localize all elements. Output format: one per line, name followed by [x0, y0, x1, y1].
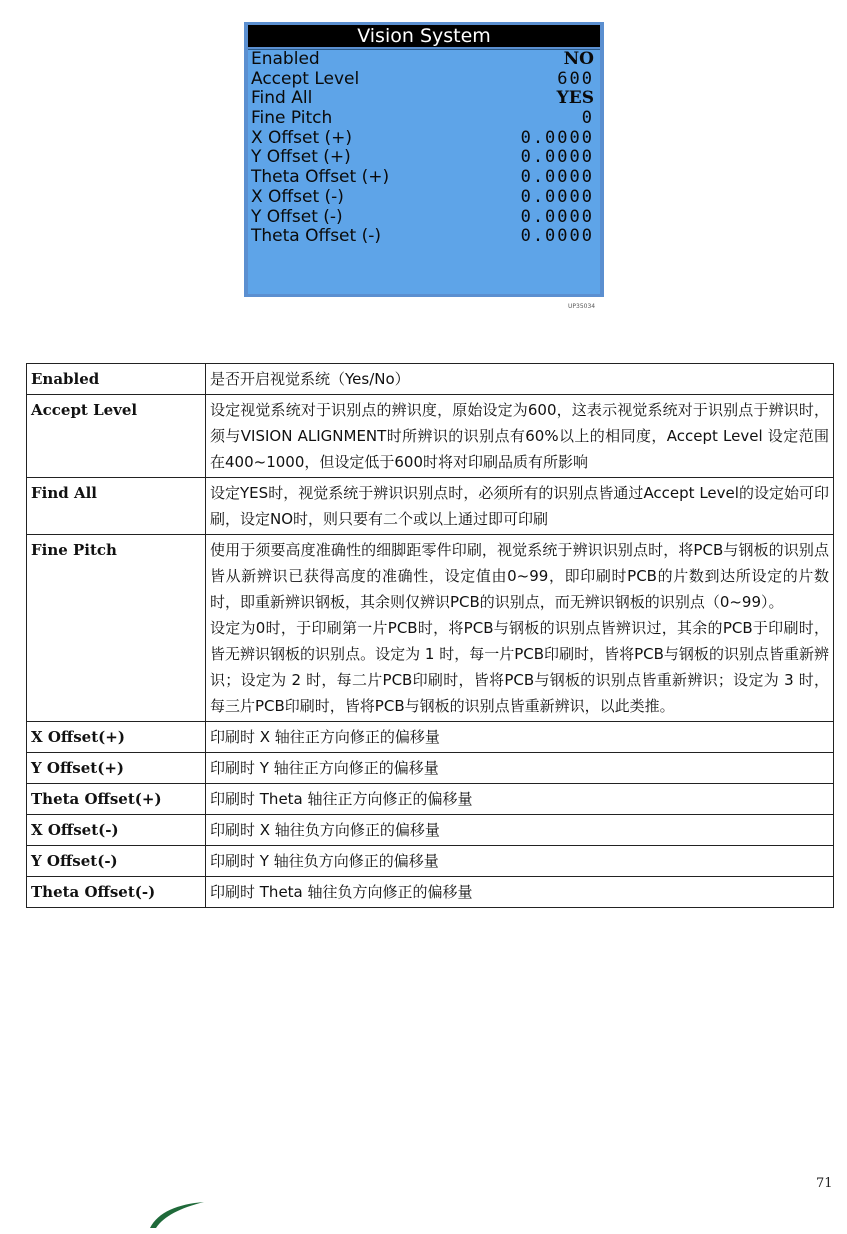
panel-row-theta-offset-minus[interactable] — [248, 227, 600, 247]
panel-row-value: 0.0000 — [520, 147, 594, 168]
param-description: 使用于须要高度准确性的细脚距零件印刷，视觉系统于辨识识别点时，将PCB与钢板的识别点皆从新辨识已获得高度的准确性，设定值由0~99，即印刷时PCB的片数到达所设定的片数时，即重新辨识钢板，其余则仅辨识PCB的识别点，而无辨识钢板的识别点（0~99）。 — [210, 541, 829, 611]
param-description: 是否开启视觉系统（Yes/No） — [206, 364, 834, 395]
table-row — [27, 722, 834, 753]
panel-row-label: Y Offset (+) — [251, 147, 351, 168]
panel-row-label: X Offset (-) — [251, 186, 344, 207]
vision-system-panel — [244, 22, 604, 297]
panel-body — [248, 49, 600, 294]
panel-title: Vision System — [248, 25, 600, 47]
param-description: 印刷时 Y 轴往负方向修正的偏移量 — [206, 846, 834, 877]
param-description-cell — [206, 535, 834, 722]
panel-row-theta-offset-plus[interactable] — [248, 168, 600, 188]
panel-row-x-offset-plus[interactable] — [248, 129, 600, 149]
panel-row-value: YES — [556, 88, 594, 109]
panel-row-value: NO — [563, 49, 594, 69]
table-row — [27, 364, 834, 395]
param-description: 设定视觉系统对于识别点的辨识度，原始设定为600，这表示视觉系统对于识别点于辨识时，须与VISION ALIGNMENT时所辨识的识别点有60%以上的相同度，Accept Level 设定范围在400~1000，但设定低于600时将对印刷品质有所影响 — [206, 395, 834, 478]
panel-row-value: 0 — [581, 108, 594, 129]
param-name: Theta Offset(+) — [27, 784, 206, 815]
panel-row-value: 600 — [557, 68, 594, 89]
table-row — [27, 478, 834, 535]
panel-row-y-offset-plus[interactable] — [248, 148, 600, 168]
swoosh-logo-icon — [148, 1198, 208, 1228]
param-name: Y Offset(+) — [27, 753, 206, 784]
table-row — [27, 753, 834, 784]
panel-row-value: 0.0000 — [520, 206, 594, 227]
table-row — [27, 535, 834, 722]
panel-row-find-all[interactable] — [248, 89, 600, 109]
panel-row-label: Theta Offset (-) — [251, 226, 381, 247]
param-name: Theta Offset(-) — [27, 877, 206, 908]
panel-row-label: Fine Pitch — [251, 108, 333, 129]
panel-row-label: Theta Offset (+) — [251, 167, 390, 188]
param-description: 印刷时 Theta 轴往正方向修正的偏移量 — [206, 784, 834, 815]
param-name: Fine Pitch — [27, 535, 206, 722]
param-name: Y Offset(-) — [27, 846, 206, 877]
panel-row-value: 0.0000 — [520, 167, 594, 188]
param-name: Enabled — [27, 364, 206, 395]
panel-row-label: Y Offset (-) — [251, 206, 343, 227]
page-number: 71 — [816, 1176, 833, 1191]
panel-row-enabled[interactable] — [248, 50, 600, 70]
param-description-continued: 设定为0时，于印刷第一片PCB时，将PCB与钢板的识别点皆辨识过，其余的PCB于印刷时，皆无辨识钢板的识别点。设定为 1 时，每一片PCB印刷时，皆将PCB与钢板的识别点皆重新辨识；设定为 2 时，每二片PCB印刷时，皆将PCB与钢板的识别点皆重新辨识；设定为 3 时，每三片PCB印刷时，皆将PCB与钢板的识别点皆重新辨识，以此类推。 — [210, 619, 829, 715]
table-row — [27, 846, 834, 877]
param-description: 印刷时 X 轴往正方向修正的偏移量 — [206, 722, 834, 753]
param-name: Find All — [27, 478, 206, 535]
panel-row-value: 0.0000 — [520, 226, 594, 247]
param-description: 印刷时 Theta 轴往负方向修正的偏移量 — [206, 877, 834, 908]
panel-row-label: Accept Level — [251, 68, 360, 89]
param-description: 设定YES时，视觉系统于辨识识别点时，必须所有的识别点皆通过Accept Level的设定始可印刷，设定NO时，则只要有二个或以上通过即可印刷 — [206, 478, 834, 535]
param-name: X Offset(+) — [27, 722, 206, 753]
panel-row-accept-level[interactable] — [248, 70, 600, 90]
param-description: 印刷时 Y 轴往正方向修正的偏移量 — [206, 753, 834, 784]
table-row — [27, 784, 834, 815]
param-name: Accept Level — [27, 395, 206, 478]
panel-row-value: 0.0000 — [520, 127, 594, 148]
table-row — [27, 815, 834, 846]
panel-row-y-offset-minus[interactable] — [248, 208, 600, 228]
panel-row-label: X Offset (+) — [251, 127, 353, 148]
param-name: X Offset(-) — [27, 815, 206, 846]
panel-row-label: Find All — [251, 88, 313, 109]
panel-row-label: Enabled — [251, 49, 320, 69]
panel-row-value: 0.0000 — [520, 186, 594, 207]
figure-code: UP35034 — [568, 303, 596, 310]
param-description: 印刷时 X 轴往负方向修正的偏移量 — [206, 815, 834, 846]
parameter-description-table — [26, 363, 834, 908]
table-row — [27, 395, 834, 478]
panel-row-fine-pitch[interactable] — [248, 109, 600, 129]
table-row — [27, 877, 834, 908]
panel-row-x-offset-minus[interactable] — [248, 188, 600, 208]
